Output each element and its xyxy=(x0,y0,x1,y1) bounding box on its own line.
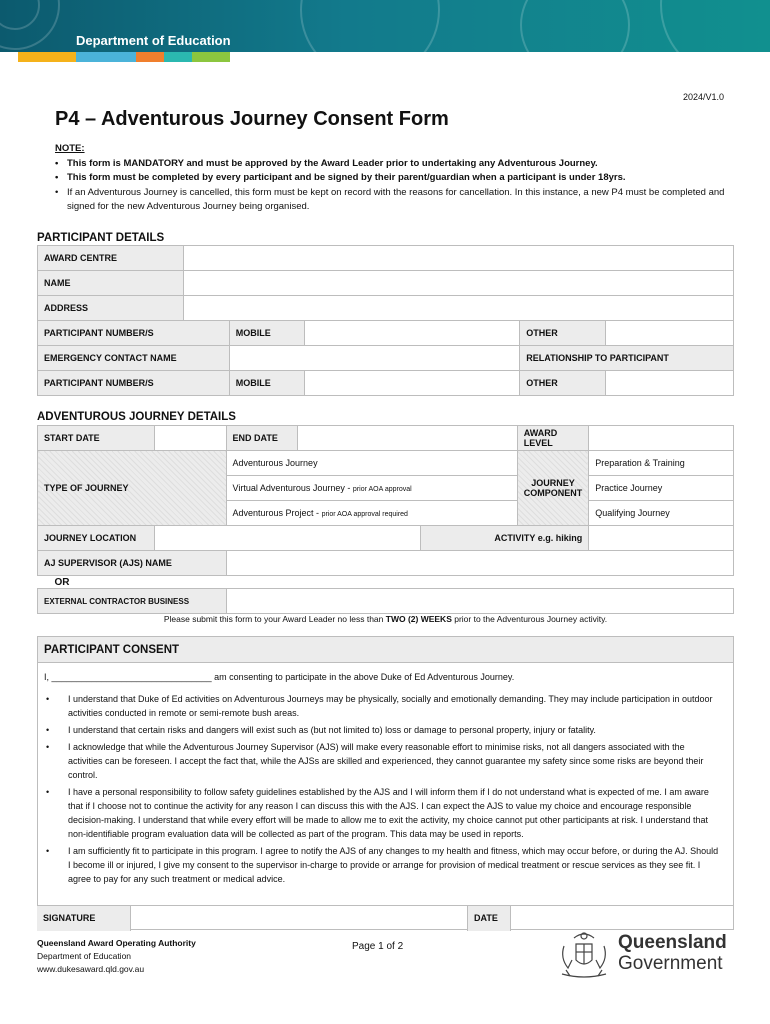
version-label: 2024/V1.0 xyxy=(682,92,724,102)
consent-item: • I understand that Duke of Ed activities on Adventurous Journeys may be physically, socially and emotionally demanding. They may include participation in outdoor activities conducted in remote or semi-remote bush areas. xyxy=(44,692,721,720)
footer-org: Queensland Award Operating Authority xyxy=(37,938,196,948)
page-number: Page 1 of 2 xyxy=(352,941,404,952)
activity-field[interactable] xyxy=(589,526,734,551)
emergency-contact-field[interactable] xyxy=(229,346,520,371)
mobile-field-2[interactable] xyxy=(304,371,520,396)
journey-location-label: JOURNEY LOCATION xyxy=(38,526,155,551)
journey-type-option[interactable] xyxy=(226,451,517,476)
emergency-contact-label: EMERGENCY CONTACT NAME xyxy=(38,346,230,371)
type-of-journey-label: TYPE OF JOURNEY xyxy=(38,451,227,526)
award-centre-field[interactable] xyxy=(183,246,733,271)
decorative-ring xyxy=(300,0,440,52)
address-label: ADDRESS xyxy=(38,296,184,321)
journey-details-table xyxy=(37,425,734,614)
component-label: Practice Journey xyxy=(595,483,663,493)
page-title: P4 – Adventurous Journey Consent Form xyxy=(55,108,449,130)
consent-item: • I acknowledge that while the Adventurous Journey Supervisor (AJS) will make every reasonable effort to minimise risks, not all dangers associated with the activities can be foreseen. I accept the fact that, while the AJSs are skilled and experienced, they cannot guarantee my safety since some risks are beyond their control. xyxy=(44,740,721,782)
other-label-2: OTHER xyxy=(520,371,606,396)
journey-type-label: Adventurous Project - xyxy=(232,508,322,518)
participant-number-label: PARTICIPANT NUMBER/S xyxy=(38,321,230,346)
date-label: DATE xyxy=(468,906,511,931)
journey-type-label: Virtual Adventurous Journey - xyxy=(232,483,353,493)
journey-type-note: prior AOA approval required xyxy=(321,511,408,518)
journey-location-field[interactable] xyxy=(154,526,420,551)
consent-item: • I understand that certain risks and dangers will exist such as (but not limited to) loss or damage to personal property, injury or fatality. xyxy=(44,723,721,737)
contractor-field[interactable] xyxy=(226,589,733,614)
mobile-label: MOBILE xyxy=(229,321,304,346)
address-field[interactable] xyxy=(183,296,733,321)
submit-note xyxy=(37,614,734,624)
activity-label: ACTIVITY e.g. hiking xyxy=(421,526,589,551)
notes-section xyxy=(55,142,735,215)
note-item: • If an Adventurous Journey is cancelled, this form must be kept on record with the reasons for cancellation. In this instance, a new P4 must be completed and signed for the new Adventurous Journey being organised. xyxy=(55,186,735,215)
participant-number-label-2: PARTICIPANT NUMBER/S xyxy=(38,371,230,396)
note-item: • This form is MANDATORY and must be approved by the Award Leader prior to undertaking any Adventurous Journey. xyxy=(55,157,735,172)
logo-text xyxy=(618,932,727,974)
coat-of-arms-icon xyxy=(556,930,612,982)
other-field[interactable] xyxy=(606,321,734,346)
end-date-field[interactable] xyxy=(298,426,517,451)
other-label: OTHER xyxy=(520,321,606,346)
submit-note-text: Please submit this form to your Award Leader no less than xyxy=(163,614,386,624)
journey-type-option[interactable] xyxy=(226,501,517,526)
consent-item: • I have a personal responsibility to follow safety guidelines established by the AJS and I will inform them if I do not understand what is expected of me. I am aware that if I choose not to continue the activity for any reason I can discuss this with the AJS. I can expect the AJS to value my choice and encourage responsible decision-making. I understand that while every effort will be made to allow me to exit the activity, my choice cannot put other participants at risk. I understand that non-identifiable program evaluation data will be collected as part of the program. This data may be used in reports. xyxy=(44,785,721,841)
logo-line1: Queensland xyxy=(618,932,727,953)
note-item: • This form must be completed by every participant and be signed by their parent/guardian when a participant is under 18yrs. xyxy=(55,171,735,186)
participant-details-table xyxy=(37,245,734,396)
date-field[interactable] xyxy=(511,906,734,931)
queensland-government-logo xyxy=(556,930,726,982)
consent-intro[interactable]: I, ________________________________ am consenting to participate in the above Duke of Ed Adventurous Journey. xyxy=(44,672,515,682)
header-banner xyxy=(0,0,770,52)
award-centre-label: AWARD CENTRE xyxy=(38,246,184,271)
supervisor-field[interactable] xyxy=(226,551,733,576)
color-stripes xyxy=(0,52,770,62)
journey-component-label: JOURNEY COMPONENT xyxy=(517,451,589,526)
footer xyxy=(37,937,196,976)
contractor-label: EXTERNAL CONTRACTOR BUSINESS xyxy=(38,589,227,614)
decorative-ring xyxy=(660,0,770,52)
journey-type-label: Adventurous Journey xyxy=(232,458,318,468)
consent-item: • I am sufficiently fit to participate in this program. I agree to notify the AJS of any changes to my health and fitness, which may occur before, or during the AJ. Should I become ill or injured, I give my consent to the supervisor in-charge to provide or arrange for provision of medical treatment or rescue services as they see fit. I agree to pay for any such treatment or medical advice. xyxy=(44,844,721,886)
notes-heading: NOTE: xyxy=(55,143,85,154)
participant-details-heading: PARTICIPANT DETAILS xyxy=(37,232,165,244)
component-label: Qualifying Journey xyxy=(595,508,670,518)
component-option[interactable] xyxy=(589,501,734,526)
award-level-label: AWARD LEVEL xyxy=(517,426,589,451)
participant-consent-section xyxy=(37,636,734,930)
journey-type-note: prior AOA approval xyxy=(352,486,412,493)
mobile-label-2: MOBILE xyxy=(229,371,304,396)
submit-note-text: prior to the Adventurous Journey activity. xyxy=(451,614,608,624)
relationship-label: RELATIONSHIP TO PARTICIPANT xyxy=(520,346,734,371)
component-option[interactable] xyxy=(589,451,734,476)
award-level-field[interactable] xyxy=(589,426,734,451)
start-date-label: START DATE xyxy=(38,426,155,451)
start-date-field[interactable] xyxy=(154,426,226,451)
end-date-label: END DATE xyxy=(226,426,298,451)
submit-note-deadline: TWO (2) WEEKS xyxy=(385,614,452,624)
decorative-ring xyxy=(520,0,630,52)
other-field-2[interactable] xyxy=(606,371,734,396)
footer-web: www.dukesaward.qld.gov.au xyxy=(37,964,145,974)
signature-field[interactable] xyxy=(131,906,468,931)
supervisor-label: AJ SUPERVISOR (AJS) NAME xyxy=(38,551,227,576)
component-option[interactable] xyxy=(589,476,734,501)
journey-type-option[interactable] xyxy=(226,476,517,501)
or-label: OR xyxy=(38,576,734,589)
mobile-field[interactable] xyxy=(304,321,520,346)
name-field[interactable] xyxy=(183,271,733,296)
signature-label: SIGNATURE xyxy=(37,906,131,931)
footer-dept: Department of Education xyxy=(37,951,132,961)
journey-details-heading: ADVENTUROUS JOURNEY DETAILS xyxy=(37,411,236,423)
consent-heading: PARTICIPANT CONSENT xyxy=(38,637,733,663)
name-label: NAME xyxy=(38,271,184,296)
component-label: Preparation & Training xyxy=(595,458,685,468)
signature-row xyxy=(37,905,734,930)
logo-line2: Government xyxy=(618,953,723,974)
department-name: Department of Education xyxy=(76,33,231,48)
